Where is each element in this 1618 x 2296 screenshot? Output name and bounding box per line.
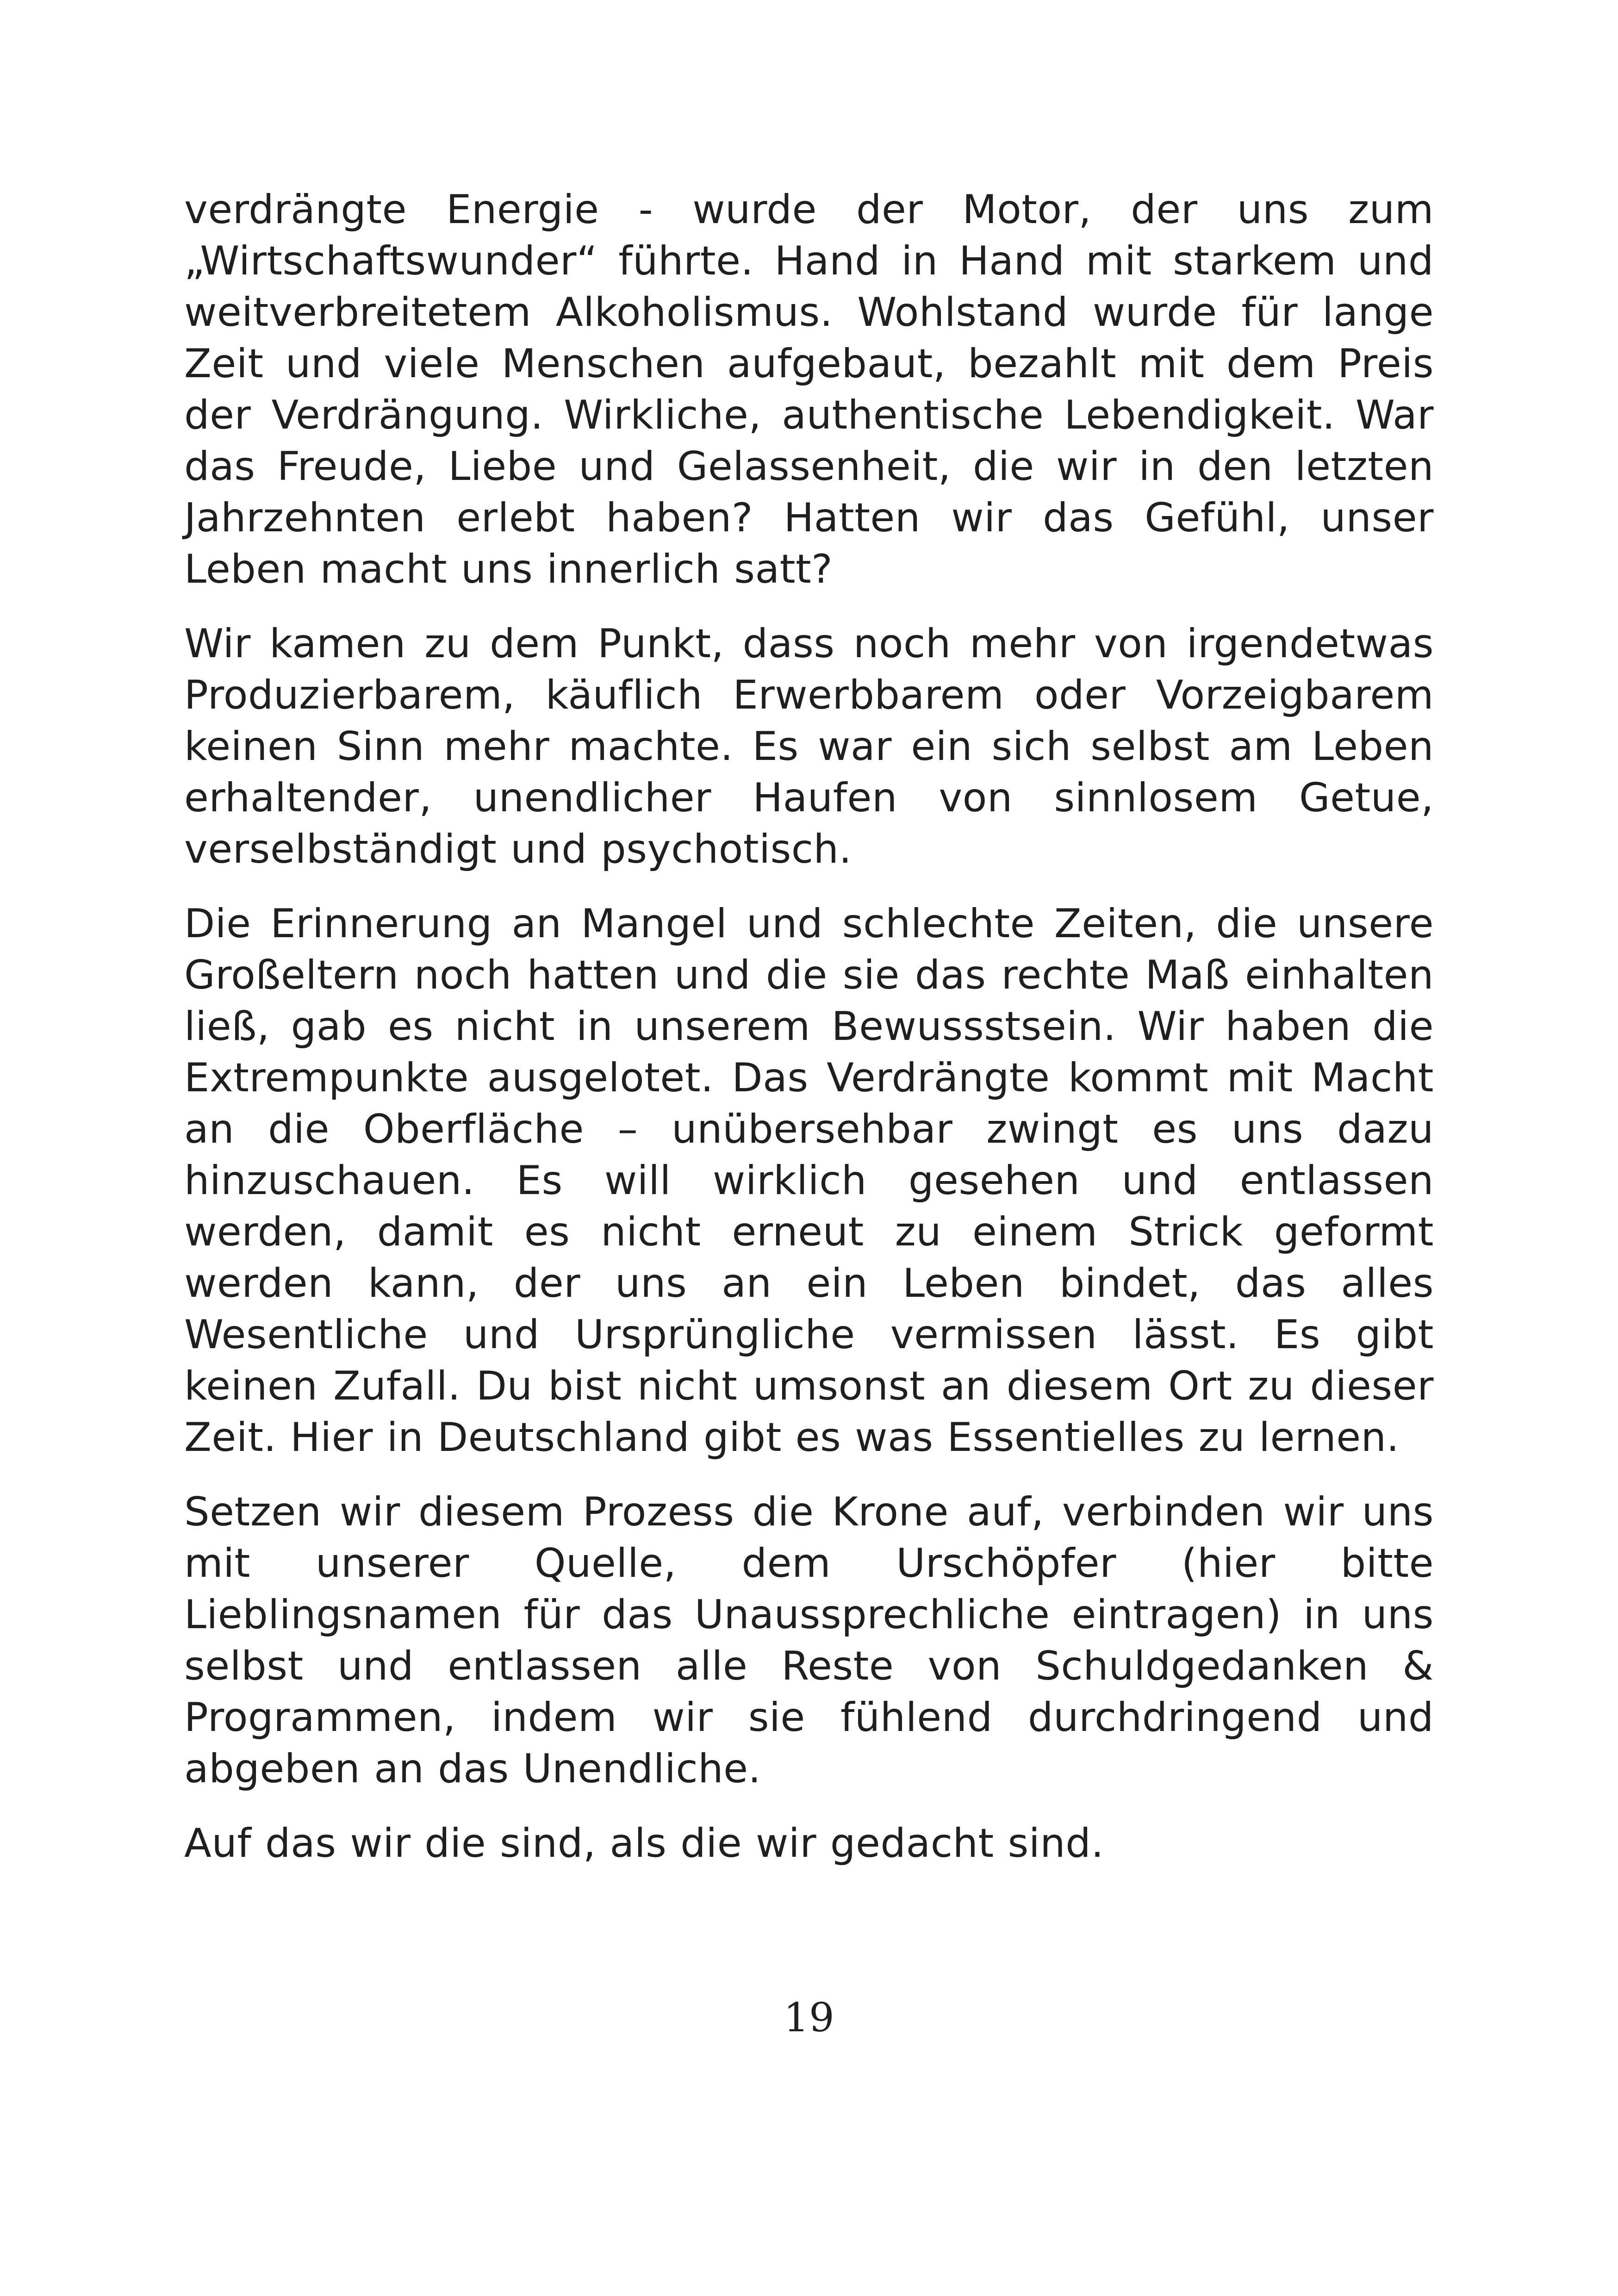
- paragraph: Setzen wir diesem Prozess die Krone auf, verbinden wir uns mit unserer Quelle, dem Urschöpfer (hier bitte Lieblingsnamen für das Unaussprechliche eintragen) in uns selbst und entlassen alle Reste von Schuldgedanken & Programmen, indem wir sie fühlend durchdringend und abgeben an das Unendliche.: [184, 1489, 1434, 1792]
- body-text: [184, 184, 1434, 1869]
- page-number: 19: [784, 1995, 834, 2041]
- paragraph: Die Erinnerung an Mangel und schlechte Zeiten, die unsere Großeltern noch hatten und die sie das rechte Maß einhalten ließ, gab es nicht in unserem Bewussstsein. Wir haben die Extrempunkte ausgelotet. Das Verdrängte kommt mit Macht an die Oberfläche – unübersehbar zwingt es uns dazu hinzuschauen. Es will wirklich gesehen und entlassen werden, damit es nicht erneut zu einem Strick geformt werden kann, der uns an ein Leben bindet, das alles Wesentliche und Ursprüngliche vermissen lässt. Es gibt keinen Zufall. Du bist nicht umsonst an diesem Ort zu dieser Zeit. Hier in Deutschland gibt es was Essentielles zu lernen.: [184, 901, 1434, 1461]
- paragraph: Auf das wir die sind, als die wir gedacht sind.: [184, 1820, 1104, 1867]
- paragraph: Wir kamen zu dem Punkt, dass noch mehr von irgendetwas Produzierbarem, käuflich Erwerbbarem oder Vorzeigbarem keinen Sinn mehr machte. Es war ein sich selbst am Leben erhaltender, unendlicher Haufen von sinnlosem Getue, verselbständigt und psychotisch.: [184, 621, 1434, 872]
- paragraph: verdrängte Energie - wurde der Motor, der uns zum „Wirtschaftswunder“ führte. Hand in Hand mit starkem und weitverbreitetem Alkoholismus. Wohlstand wurde für lange Zeit und viele Menschen aufgebaut, bezahlt mit dem Preis der Verdrängung. Wirkliche, authentische Lebendigkeit. War das Freude, Liebe und Gelassenheit, die wir in den letzten Jahrzehnten erlebt haben? Hatten wir das Gefühl, unser Leben macht uns innerlich satt?: [184, 187, 1434, 592]
